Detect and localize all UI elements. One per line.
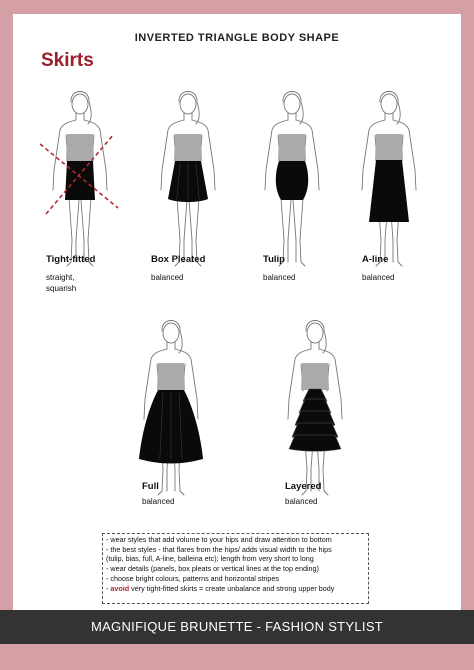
footer-banner: MAGNIFIQUE BRUNETTE - FASHION STYLIST xyxy=(0,610,474,644)
top-garment xyxy=(301,363,329,390)
tip-line: - avoid very tight-fitted skirts = create unbalance and strong upper body xyxy=(106,583,335,593)
style-name: Box Pleated xyxy=(151,254,206,265)
skirt-shape xyxy=(65,161,95,200)
figure-box-pleated xyxy=(148,90,228,268)
avoid-label: avoid xyxy=(110,583,130,593)
style-description: balanced xyxy=(362,273,395,282)
worksheet xyxy=(13,14,461,610)
tip-line: - wear details (panels, box pleats or vertical lines at the top ending) xyxy=(106,564,319,574)
tip-line: - choose bright colours, patterns and horizontal stripes xyxy=(106,573,279,583)
figure-a-line xyxy=(349,90,429,268)
figure-layered xyxy=(275,319,355,497)
top-garment xyxy=(174,134,202,161)
style-description: balanced xyxy=(151,273,184,282)
style-name: Tulip xyxy=(263,254,285,265)
figure-full xyxy=(131,319,211,497)
tip-line: - the best styles - that flares from the hips/ adds visual width to the hips xyxy=(106,544,332,554)
top-garment xyxy=(375,134,403,161)
top-garment xyxy=(278,134,306,161)
style-name: Full xyxy=(142,481,159,492)
tips-box xyxy=(102,533,369,604)
style-description: balanced xyxy=(142,497,175,506)
style-description: balanced xyxy=(285,497,318,506)
figure-tulip xyxy=(252,90,332,268)
style-description: squarish xyxy=(46,284,77,293)
figure-tight-fitted xyxy=(40,90,120,268)
skirt-tier xyxy=(289,435,341,451)
style-description: straight, xyxy=(46,273,75,282)
section-title: Skirts xyxy=(41,50,94,71)
top-garment xyxy=(66,134,94,161)
tip-line: (tulip, bias, full, A-line, balleina etc); length from very short to long xyxy=(106,554,314,564)
skirt-shape xyxy=(276,161,308,200)
skirt-shape xyxy=(369,160,409,222)
page-title: INVERTED TRIANGLE BODY SHAPE xyxy=(134,32,340,44)
style-name: Layered xyxy=(285,481,322,492)
style-description: balanced xyxy=(263,273,296,282)
style-name: Tight-fitted xyxy=(46,254,96,265)
top-garment xyxy=(157,363,185,390)
tip-line: - wear styles that add volume to your hips and draw attention to bottom xyxy=(106,535,332,544)
style-name: A-line xyxy=(362,254,389,265)
